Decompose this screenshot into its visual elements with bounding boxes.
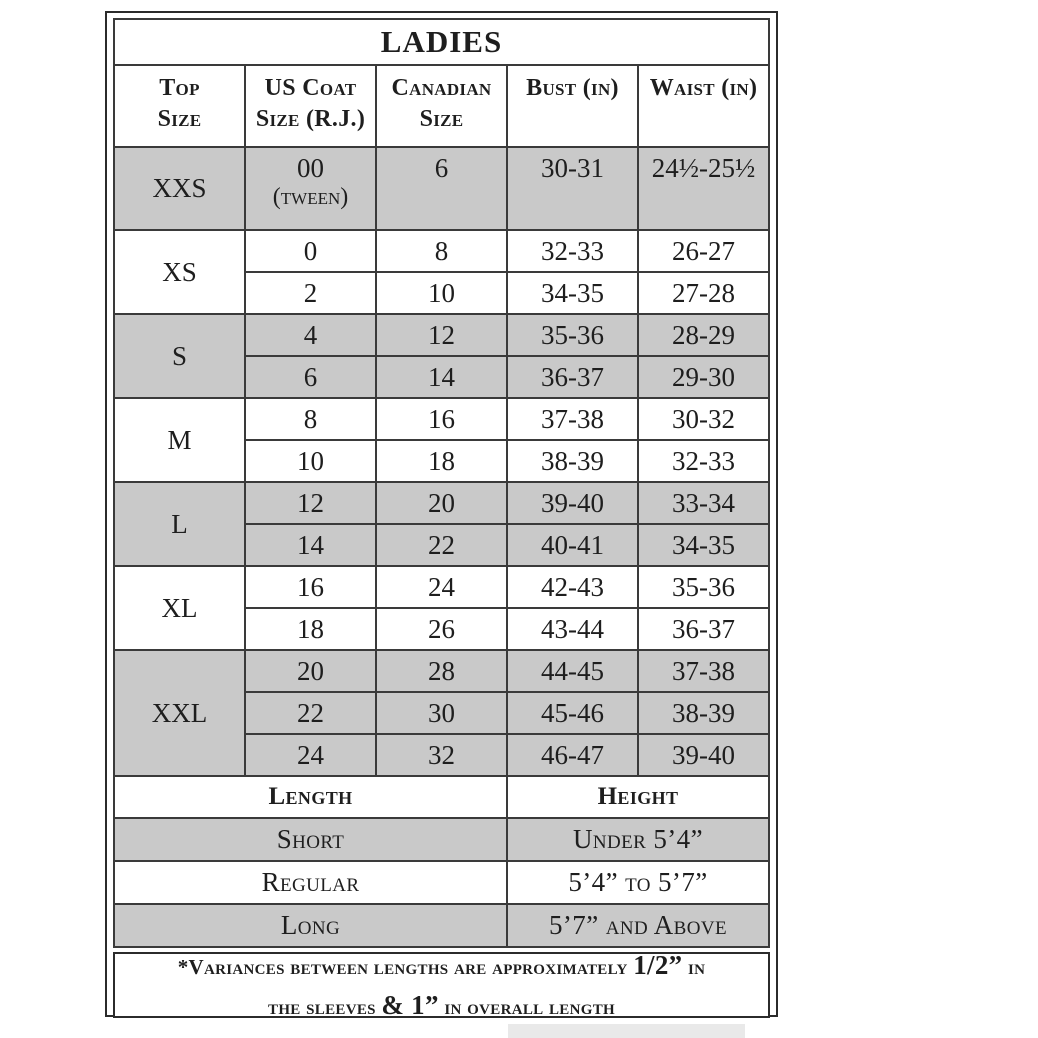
cell-bust: 36-37 [507, 356, 638, 398]
column-header-row [114, 65, 769, 147]
table-row [114, 482, 769, 524]
length-row-long [114, 904, 769, 947]
cell-bust: 46-47 [507, 734, 638, 776]
cell-bust: 45-46 [507, 692, 638, 734]
table-title: LADIES [114, 19, 769, 65]
size-label-xxl: XXL [114, 650, 245, 776]
cell-canadian-size: 20 [376, 482, 507, 524]
cell-waist: 24½-25½ [638, 147, 769, 230]
size-label-m: M [114, 398, 245, 482]
footnote-segment: in overall length [438, 995, 615, 1019]
cell-waist: 32-33 [638, 440, 769, 482]
col-header-line: Top [159, 75, 200, 101]
cell-waist: 33-34 [638, 482, 769, 524]
bottom-bar [508, 1024, 745, 1038]
cell-waist: 26-27 [638, 230, 769, 272]
cell-waist: 39-40 [638, 734, 769, 776]
footnote-segment: *Variances between lengths are approximately [177, 954, 634, 979]
size-label-l: L [114, 482, 245, 566]
size-label-xl: XL [114, 566, 245, 650]
length-value: Regular [114, 861, 507, 904]
height-value: Under 5’4” [507, 818, 769, 861]
col-header-line: Size (R.J.) [255, 106, 366, 133]
cell-us-size: 16 [245, 566, 376, 608]
cell-canadian-size: 28 [376, 650, 507, 692]
cell-bust: 35-36 [507, 314, 638, 356]
cell-waist: 38-39 [638, 692, 769, 734]
cell-canadian-size: 10 [376, 272, 507, 314]
cell-canadian-size: 12 [376, 314, 507, 356]
cell-bust: 30-31 [507, 147, 638, 230]
cell-us-size: 22 [245, 692, 376, 734]
size-label-xxs: XXS [114, 147, 245, 230]
table-row [114, 566, 769, 608]
cell-us-size: 2 [245, 272, 376, 314]
title-row [114, 19, 769, 65]
col-header-top-size [114, 65, 245, 147]
col-header-bust [507, 65, 638, 147]
cell-us-size: 18 [245, 608, 376, 650]
cell-bust: 37-38 [507, 398, 638, 440]
table-row [114, 314, 769, 356]
cell-waist: 35-36 [638, 566, 769, 608]
us-size-note: (tween) [272, 184, 349, 210]
size-label-s: S [114, 314, 245, 398]
height-value: 5’7” and Above [507, 904, 769, 947]
cell-waist: 36-37 [638, 608, 769, 650]
footnote-segment: in [682, 954, 706, 979]
table-row [114, 650, 769, 692]
cell-us-size: 10 [245, 440, 376, 482]
col-header-line: Size [419, 106, 464, 133]
footnote-text [178, 945, 706, 1026]
cell-us-size: 6 [245, 356, 376, 398]
col-header-canadian-size [376, 65, 507, 147]
footnote-segment: the sleeves [268, 995, 382, 1019]
footnote-segment-emphasis: & 1” [381, 990, 439, 1020]
cell-canadian-size: 32 [376, 734, 507, 776]
length-height-header-row [114, 776, 769, 818]
cell-bust: 34-35 [507, 272, 638, 314]
cell-bust: 38-39 [507, 440, 638, 482]
cell-us-size: 14 [245, 524, 376, 566]
cell-waist: 28-29 [638, 314, 769, 356]
cell-us-size: 4 [245, 314, 376, 356]
ladies-size-table [113, 18, 770, 948]
cell-canadian-size: 18 [376, 440, 507, 482]
height-value: 5’4” to 5’7” [507, 861, 769, 904]
col-header-waist [638, 65, 769, 147]
cell-waist: 30-32 [638, 398, 769, 440]
col-header-line: Bust (in) [526, 75, 619, 101]
cell-canadian-size: 22 [376, 524, 507, 566]
cell-waist: 37-38 [638, 650, 769, 692]
length-value: Long [114, 904, 507, 947]
cell-us-size: 12 [245, 482, 376, 524]
cell-canadian-size: 8 [376, 230, 507, 272]
col-header-line: US Coat [264, 75, 357, 101]
size-label-xs: XS [114, 230, 245, 314]
table-row [114, 147, 769, 230]
col-header-line: Size [157, 106, 202, 133]
us-size-value: 00 [297, 153, 324, 183]
col-header-line: Waist (in) [649, 75, 758, 101]
col-header-us-coat-size [245, 65, 376, 147]
cell-canadian-size: 16 [376, 398, 507, 440]
cell-bust: 44-45 [507, 650, 638, 692]
cell-us-size: 8 [245, 398, 376, 440]
cell-waist: 34-35 [638, 524, 769, 566]
col-header-line: Canadian [391, 75, 492, 101]
length-header: Length [114, 776, 507, 818]
cell-canadian-size: 30 [376, 692, 507, 734]
cell-us-size: 0 [245, 230, 376, 272]
length-row-short [114, 818, 769, 861]
cell-bust: 42-43 [507, 566, 638, 608]
size-chart-frame [105, 11, 778, 1020]
footnote-box [113, 949, 770, 1020]
footnote-segment-emphasis: 1/2” [633, 949, 683, 980]
cell-us-size: 20 [245, 650, 376, 692]
height-header: Height [507, 776, 769, 818]
cell-canadian-size: 24 [376, 566, 507, 608]
cell-canadian-size: 26 [376, 608, 507, 650]
cell-us-size: 24 [245, 734, 376, 776]
cell-bust: 39-40 [507, 482, 638, 524]
cell-waist: 29-30 [638, 356, 769, 398]
table-row [114, 398, 769, 440]
length-value: Short [114, 818, 507, 861]
cell-bust: 43-44 [507, 608, 638, 650]
table-row [114, 230, 769, 272]
cell-canadian-size: 14 [376, 356, 507, 398]
cell-canadian-size: 6 [376, 147, 507, 230]
cell-bust: 40-41 [507, 524, 638, 566]
cell-us-size [245, 147, 376, 230]
cell-waist: 27-28 [638, 272, 769, 314]
cell-bust: 32-33 [507, 230, 638, 272]
length-row-regular [114, 861, 769, 904]
